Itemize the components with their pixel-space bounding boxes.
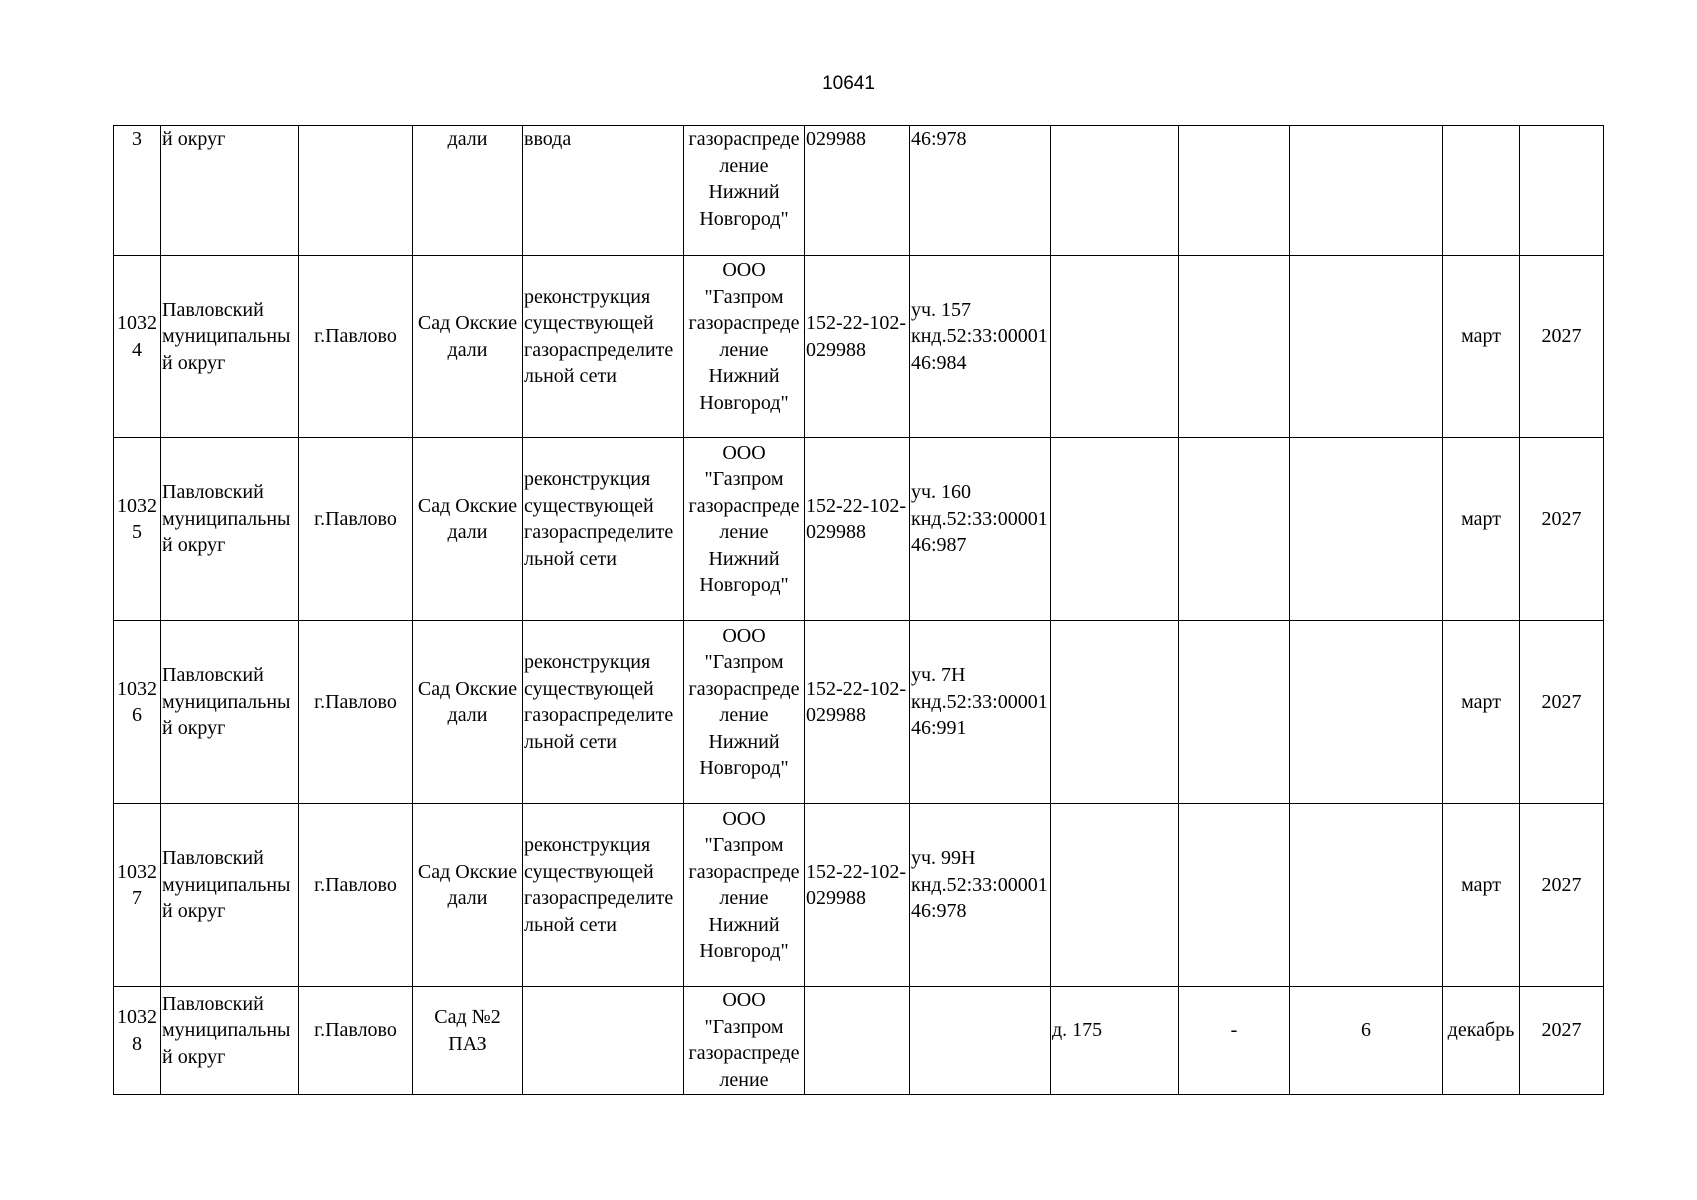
site-name-cell: Сад Окские дали	[413, 438, 523, 621]
site-name-cell: дали	[413, 126, 523, 256]
house-number-cell	[1051, 256, 1179, 438]
column-11-cell	[1290, 621, 1443, 804]
table-row	[114, 126, 1604, 256]
gas-company-cell: газораспреде ление Нижний Новгород"	[684, 126, 805, 256]
column-11-cell	[1290, 256, 1443, 438]
month-cell: март	[1443, 438, 1520, 621]
gas-company-cell: ООО "Газпром газораспреде ление	[684, 987, 805, 1095]
gas-company-cell: ООО "Газпром газораспреде ление Нижний Новгород"	[684, 256, 805, 438]
house-number-cell	[1051, 804, 1179, 987]
locality-cell: г.Павлово	[299, 256, 413, 438]
page-number: 10641	[822, 73, 875, 94]
row-number-cell: 1032 8	[114, 987, 161, 1095]
gas-company-cell: ООО "Газпром газораспреде ление Нижний Новгород"	[684, 621, 805, 804]
table-row	[114, 804, 1604, 987]
year-cell: 2027	[1520, 621, 1604, 804]
registry-number-cell	[805, 987, 910, 1095]
table-row	[114, 256, 1604, 438]
table-row	[114, 621, 1604, 804]
cadastral-parcel-cell: 46:978	[910, 126, 1051, 256]
column-10-cell	[1179, 804, 1290, 987]
column-10-cell	[1179, 438, 1290, 621]
row-number-cell: 1032 6	[114, 621, 161, 804]
registry-number-cell: 152-22-102- 029988	[805, 256, 910, 438]
work-description-cell: ввода	[523, 126, 684, 256]
work-description-cell: реконструкция существующей газораспределите льной сети	[523, 256, 684, 438]
locality-cell	[299, 126, 413, 256]
row-number-cell: 1032 4	[114, 256, 161, 438]
locality-cell: г.Павлово	[299, 438, 413, 621]
year-cell: 2027	[1520, 804, 1604, 987]
locality-cell: г.Павлово	[299, 987, 413, 1095]
column-10-cell: -	[1179, 987, 1290, 1095]
site-name-cell: Сад №2 ПАЗ	[413, 987, 523, 1095]
year-cell	[1520, 126, 1604, 256]
column-10-cell	[1179, 621, 1290, 804]
site-name-cell: Сад Окские дали	[413, 804, 523, 987]
column-11-cell: 6	[1290, 987, 1443, 1095]
locality-cell: г.Павлово	[299, 621, 413, 804]
work-description-cell: реконструкция существующей газораспределите льной сети	[523, 804, 684, 987]
municipal-district-cell: Павловский муниципальны й округ	[161, 438, 299, 621]
cadastral-parcel-cell: уч. 157 кнд.52:33:00001 46:984	[910, 256, 1051, 438]
year-cell: 2027	[1520, 438, 1604, 621]
cadastral-parcel-cell: уч. 99Н кнд.52:33:00001 46:978	[910, 804, 1051, 987]
house-number-cell: д. 175	[1051, 987, 1179, 1095]
month-cell	[1443, 126, 1520, 256]
column-10-cell	[1179, 256, 1290, 438]
work-description-cell: реконструкция существующей газораспределите льной сети	[523, 621, 684, 804]
year-cell: 2027	[1520, 256, 1604, 438]
house-number-cell	[1051, 126, 1179, 256]
month-cell: март	[1443, 804, 1520, 987]
registry-number-cell: 152-22-102- 029988	[805, 438, 910, 621]
row-number-cell: 1032 7	[114, 804, 161, 987]
house-number-cell	[1051, 621, 1179, 804]
site-name-cell: Сад Окские дали	[413, 256, 523, 438]
cadastral-parcel-cell: уч. 7Н кнд.52:33:00001 46:991	[910, 621, 1051, 804]
gas-company-cell: ООО "Газпром газораспреде ление Нижний Новгород"	[684, 438, 805, 621]
municipal-district-cell: Павловский муниципальны й округ	[161, 621, 299, 804]
gas-works-table	[113, 125, 1604, 1095]
registry-number-cell: 152-22-102- 029988	[805, 621, 910, 804]
year-cell: 2027	[1520, 987, 1604, 1095]
work-description-cell	[523, 987, 684, 1095]
work-description-cell: реконструкция существующей газораспределите льной сети	[523, 438, 684, 621]
municipal-district-cell: Павловский муниципальны й округ	[161, 804, 299, 987]
municipal-district-cell: Павловский муниципальны й округ	[161, 987, 299, 1095]
site-name-cell: Сад Окские дали	[413, 621, 523, 804]
gas-company-cell: ООО "Газпром газораспреде ление Нижний Новгород"	[684, 804, 805, 987]
locality-cell: г.Павлово	[299, 804, 413, 987]
row-number-cell: 1032 5	[114, 438, 161, 621]
column-10-cell	[1179, 126, 1290, 256]
column-11-cell	[1290, 126, 1443, 256]
cadastral-parcel-cell: уч. 160 кнд.52:33:00001 46:987	[910, 438, 1051, 621]
house-number-cell	[1051, 438, 1179, 621]
municipal-district-cell: Павловский муниципальны й округ	[161, 256, 299, 438]
month-cell: декабрь	[1443, 987, 1520, 1095]
month-cell: март	[1443, 621, 1520, 804]
cadastral-parcel-cell	[910, 987, 1051, 1095]
registry-number-cell: 029988	[805, 126, 910, 256]
registry-number-cell: 152-22-102- 029988	[805, 804, 910, 987]
table-row	[114, 987, 1604, 1095]
municipal-district-cell: й округ	[161, 126, 299, 256]
row-number-cell: 3	[114, 126, 161, 256]
month-cell: март	[1443, 256, 1520, 438]
table-row	[114, 438, 1604, 621]
column-11-cell	[1290, 438, 1443, 621]
table-body	[114, 126, 1604, 1095]
column-11-cell	[1290, 804, 1443, 987]
